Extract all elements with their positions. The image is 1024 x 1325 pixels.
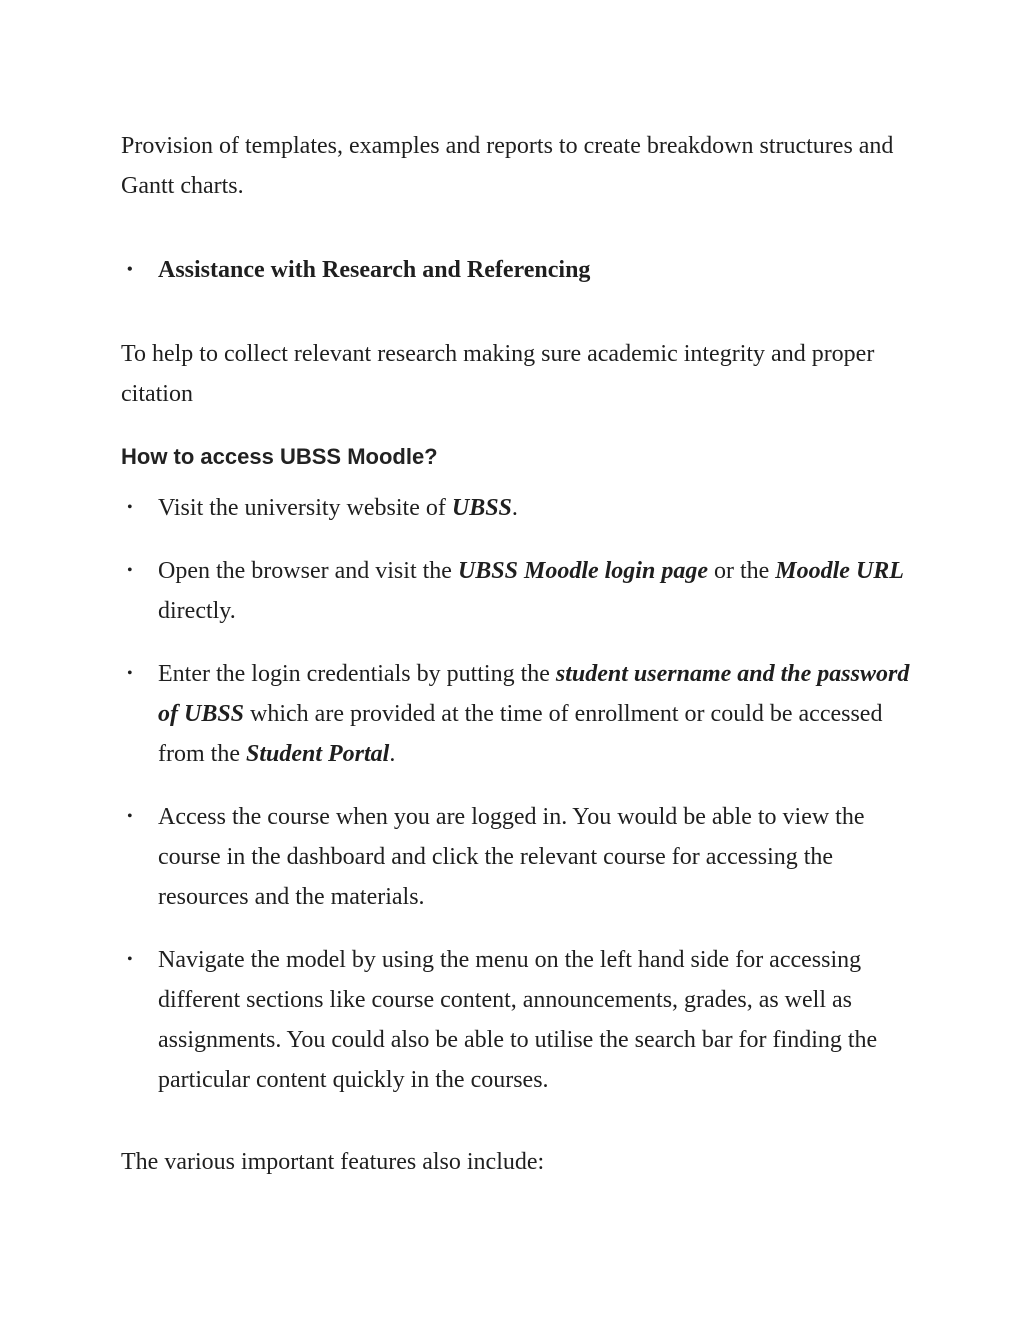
moodle-login-page-emphasis: UBSS Moodle login page — [457, 558, 708, 584]
ubss-emphasis: UBSS — [451, 495, 512, 521]
step-text: . — [389, 741, 396, 767]
step-text: Open the browser and visit the — [158, 558, 458, 584]
feature-list — [121, 250, 921, 290]
step-visit-website — [121, 488, 921, 528]
bullet-icon: • — [127, 499, 133, 516]
step-text: Visit the university website of — [158, 495, 452, 521]
bullet-heading: Assistance with Research and Referencing — [158, 257, 591, 283]
step-text: . — [511, 495, 518, 521]
step-text: which are provided at the time of enrollment or could be accessed from the — [158, 701, 883, 767]
step-text: or the — [707, 558, 776, 584]
list-item — [121, 250, 921, 290]
step-text: Enter the login credentials by putting the — [158, 661, 556, 687]
step-text: Access the course when you are logged in. You would be able to view the course in the dashboard and click the relevant course for accessing the resources and the materials. — [158, 804, 865, 910]
bullet-icon: • — [127, 562, 133, 579]
intro-paragraph: Provision of templates, examples and reports to create breakdown structures and Gantt charts. — [121, 133, 894, 199]
step-navigate-model — [121, 940, 921, 1100]
step-enter-credentials — [121, 654, 921, 774]
student-portal-emphasis: Student Portal — [245, 741, 390, 767]
bullet-icon: • — [127, 665, 133, 682]
bullet-icon: • — [127, 951, 133, 968]
step-open-browser — [121, 551, 921, 631]
step-access-course — [121, 797, 921, 917]
section-heading: How to access UBSS Moodle? — [121, 444, 438, 469]
closing-paragraph: The various important features also include: — [121, 1149, 545, 1175]
moodle-url-emphasis: Moodle URL — [775, 558, 904, 584]
research-paragraph: To help to collect relevant research making sure academic integrity and proper citation — [121, 341, 875, 407]
credentials-emphasis: student username and the password of UBSS — [158, 661, 910, 727]
bullet-icon: • — [127, 261, 133, 278]
document-page — [121, 126, 921, 1182]
bullet-icon: • — [127, 808, 133, 825]
step-text: directly. — [158, 598, 236, 624]
access-steps-list — [121, 488, 921, 1100]
step-text: Navigate the model by using the menu on the left hand side for accessing different sections like course content, announcements, grades, as well as assignments. You could also be able to utilise the search bar for finding the particular content quickly in the courses. — [158, 947, 878, 1093]
